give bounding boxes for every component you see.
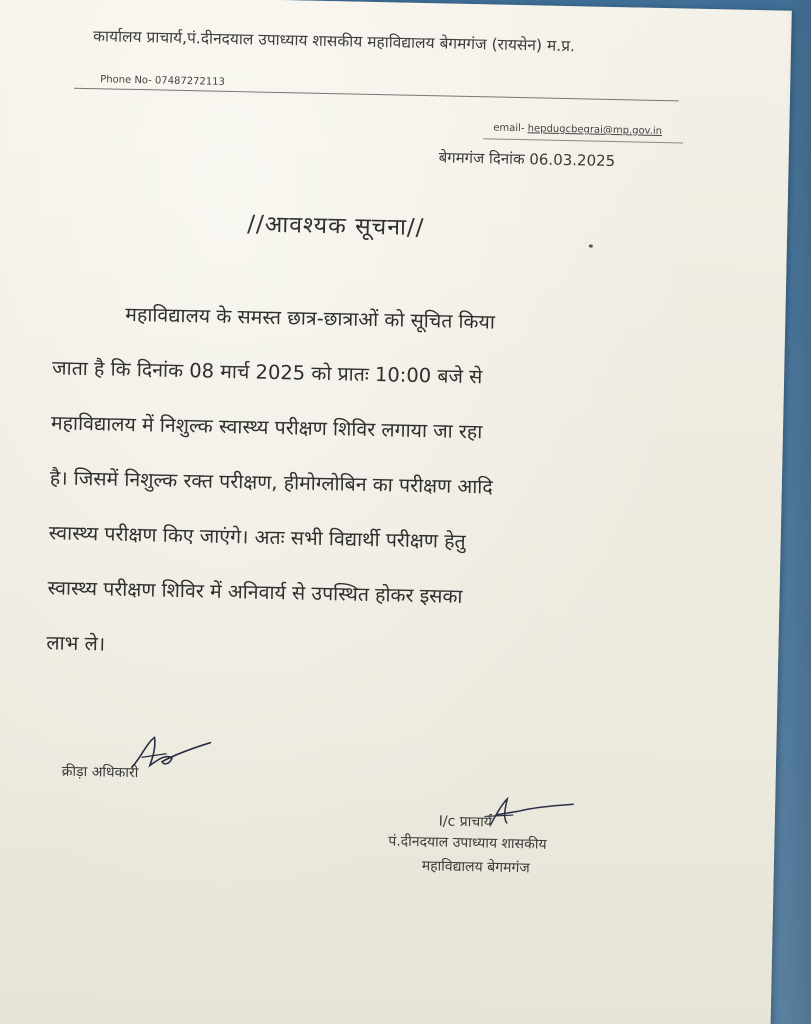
principal-title: I/c प्राचार्य bbox=[438, 813, 493, 831]
body-line: है। जिसमें निशुल्क रक्त परीक्षण, हीमोग्लोबिन का परीक्षण आदि bbox=[49, 466, 493, 499]
email-label: email- bbox=[493, 122, 525, 135]
letterhead-divider bbox=[74, 88, 679, 102]
email-divider bbox=[483, 138, 683, 143]
principal-college-line-1: पं.दीनदयाल उपाध्याय शासकीय bbox=[388, 833, 547, 853]
notice-heading: //आवश्यक सूचना// bbox=[246, 211, 425, 242]
email-address: hepdugcbegrai@mp.gov.in bbox=[527, 123, 663, 138]
email-line bbox=[493, 122, 662, 137]
principal-signatory bbox=[388, 810, 548, 880]
phone-number: Phone No- 07487272113 bbox=[100, 74, 226, 88]
paper-edge-shadow bbox=[787, 0, 811, 1024]
notice-date: बेगमगंज दिनांक 06.03.2025 bbox=[438, 148, 616, 171]
body-line: जाता है कि दिनांक 08 मार्च 2025 को प्रातः 10:00 बजे से bbox=[51, 356, 483, 389]
body-line: महाविद्यालय के समस्त छात्र-छात्राओं को सूचित किया bbox=[125, 302, 496, 334]
body-line: स्वास्थ्य परीक्षण शिविर में अनिवार्य से उपस्थित होकर इसका bbox=[47, 576, 463, 608]
body-line: लाभ ले। bbox=[46, 631, 106, 656]
sports-officer-signature bbox=[126, 729, 217, 777]
notice-body bbox=[46, 285, 684, 683]
body-line: स्वास्थ्य परीक्षण किए जाएंगे। अतः सभी विद्यार्थी परीक्षण हेतु bbox=[48, 521, 466, 553]
sports-officer-label: क्रीड़ा अधिकारी bbox=[61, 763, 139, 782]
principal-college-line-2: महाविद्यालय बेगमगंज bbox=[421, 858, 530, 877]
body-line: महाविद्यालय में निशुल्क स्वास्थ्य परीक्षण शिविर लगाया जा रहा bbox=[50, 411, 483, 444]
office-letterhead: कार्यालय प्राचार्य,पं.दीनदयाल उपाध्याय शासकीय महाविद्यालय बेगमगंज (रायसेन) म.प्र. bbox=[92, 27, 576, 56]
ink-dot bbox=[589, 245, 593, 248]
